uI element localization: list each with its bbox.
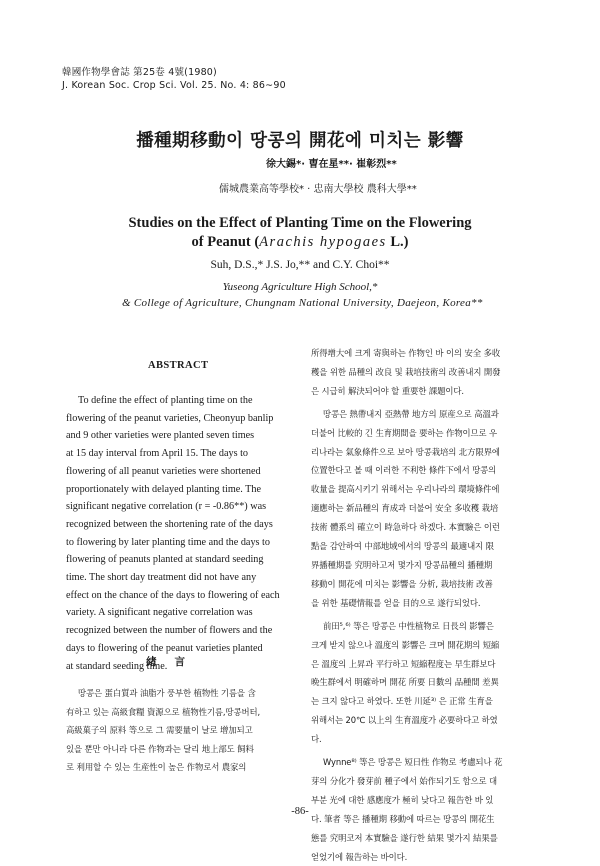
text-line: 부분 光에 대한 感應度가 極히 낮다고 報告한 바 있 bbox=[311, 794, 494, 805]
text-line: 위해서는 20℃ 以上의 生育溫度가 必要하다고 하였 bbox=[311, 715, 498, 726]
text-line: 態를 究明코저 本實驗을 遂行한 結果 몇가지 結果를 bbox=[311, 832, 498, 843]
text-line: 穫을 위한 品種의 改良 및 栽培技術의 改善내지 開發 bbox=[311, 366, 501, 377]
text-line: days to flowering of the peanut varieties planted bbox=[66, 642, 263, 654]
journal-header bbox=[62, 66, 286, 92]
text-line: 適應하는 新品種의 育成과 더불어 安全 多收穫 栽培 bbox=[311, 503, 499, 514]
text-line: at 15 day interval from April 15. The days to bbox=[66, 448, 249, 460]
text-line: time. The short day treatment did not have any bbox=[66, 572, 257, 584]
intro-heading: 緖言 bbox=[146, 656, 203, 668]
text-line: 所得增大에 크게 寄與하는 作物인 바 이의 安全 多收 bbox=[311, 348, 501, 358]
text-line: Wynne⁸⁾ 等은 땅콩은 短日性 作物로 考慮되나 花 bbox=[323, 757, 503, 768]
text-line: recognized between the shortening rate of the days bbox=[66, 518, 273, 530]
text-line: variety. A significant negative correlation was bbox=[66, 607, 253, 619]
species-name: Arachis hypogaes bbox=[259, 234, 387, 250]
text-line: 有하고 있는 高級食糧 資源으로 植物性기름,땅콩버터, bbox=[66, 706, 261, 717]
text-line: significant negative correlation (r = -0.86**) was bbox=[66, 501, 267, 513]
text-line: 땅콩은 熱帶내지 亞熱帶 地方의 原産으로 高溫과 bbox=[323, 408, 499, 419]
text-line: 있을 뿐만 아니라 다른 作物과는 달리 地上部도 飼料 bbox=[66, 743, 254, 754]
title-english-line2 bbox=[0, 233, 600, 252]
text-line: 다. 筆者 等은 播種期 移動에 따르는 땅콩의 開花生 bbox=[311, 813, 495, 824]
title-korean: 播種期移動이 땅콩의 開花에 미치는 影響 bbox=[136, 131, 464, 151]
affiliation-english-2: & College of Agriculture, Chungnam National University, Daejeon, Korea** bbox=[122, 297, 483, 309]
text-line: 技術 體系의 確立이 時急하다 하겠다. 本實驗은 이런 bbox=[311, 522, 500, 533]
text-line: to flowering by later planting time and the days to bbox=[66, 536, 270, 548]
intro-left-column bbox=[66, 684, 298, 777]
text-line: and 9 other varieties were planted seven times bbox=[66, 430, 255, 442]
text-line: recognized between the number of flowers and the bbox=[66, 625, 273, 637]
affiliation-korean: 儒城農業高等學校* · 忠南大學校 農科大學** bbox=[219, 184, 417, 195]
text-line: 땅콩은 蛋白質과 油脂가 풍부한 植物性 기름을 含 bbox=[78, 688, 256, 698]
text-line: 는 크지 않다고 하였다. 또한 川延³⁾ 은 正常 生育을 bbox=[311, 696, 493, 707]
abstract-heading: ABSTRACT bbox=[148, 360, 209, 371]
text-line: 로 利用할 수 있는 生産性이 높은 作物로서 農家의 bbox=[66, 762, 247, 772]
title-english-suffix: L.) bbox=[386, 234, 409, 250]
affiliation-english-1: Yuseong Agriculture High School,* bbox=[222, 281, 378, 293]
text-line: 얻었기에 報告하는 바이다. bbox=[311, 851, 408, 862]
text-line: effect on the chance of the days to flowering of each bbox=[66, 589, 280, 601]
journal-line-en: J. Korean Soc. Crop Sci. Vol. 25. No. 4: 86∼90 bbox=[62, 80, 286, 91]
text-line: flowering of all peanut varieties were shortened bbox=[66, 465, 261, 477]
title-english-line1: Studies on the Effect of Planting Time on the Flowering bbox=[128, 215, 472, 231]
text-line: 收量을 提高시키기 위해서는 우리나라의 環境條件에 bbox=[311, 484, 500, 495]
text-line: 은 溫度의 上昇과 平行하고 短縮程度는 早生群보다 bbox=[311, 658, 496, 669]
text-line: 다. bbox=[311, 734, 322, 745]
text-line: 前田⁵,⁶⁾ 等은 땅콩은 中性植物로 日長의 影響은 bbox=[323, 620, 494, 631]
text-line: proportionately with delayed planting time. The bbox=[66, 483, 262, 495]
journal-line-ko: 韓國作物學會誌 第25卷 4號(1980) bbox=[62, 67, 217, 78]
authors-korean: 徐大錫*· 曺在星**· 崔彰烈** bbox=[266, 159, 397, 170]
authors-english: Suh, D.S.,* J.S. Jo,** and C.Y. Choi** bbox=[210, 259, 390, 271]
text-line: flowering of the peanut varieties, Cheonyup banlip bbox=[66, 412, 274, 424]
text-line: 芽의 分化가 發芽前 種子에서 始作되기도 함으로 대 bbox=[311, 775, 498, 786]
title-english bbox=[0, 214, 600, 252]
text-line: To define the effect of planting time on the bbox=[78, 395, 253, 406]
text-line: 은 시급히 解決되어야 할 重要한 課題이다. bbox=[311, 385, 464, 396]
page-number: -86- bbox=[291, 806, 309, 817]
text-line: 을 위한 基礎情報를 얻을 目的으로 遂行되었다. bbox=[311, 597, 481, 608]
text-line: 더불어 比較的 긴 生育期間을 要하는 作物이므로 우 bbox=[311, 427, 498, 438]
text-line: at standard seeding time. bbox=[66, 660, 168, 672]
intro-right-column bbox=[311, 344, 543, 866]
text-line: flowering of peanuts planted at standard seeding bbox=[66, 554, 264, 566]
title-english-prefix: of Peanut ( bbox=[191, 234, 260, 250]
text-line: 點을 감안하여 中部地域에서의 땅콩의 最適내지 限 bbox=[311, 541, 494, 552]
text-line: 晩生群에서 明確하며 開花 所要 日數의 品種間 差異 bbox=[311, 677, 499, 688]
abstract-body bbox=[66, 392, 298, 675]
text-line: 位置한다고 볼 때 이러한 不利한 條件下에서 땅콩의 bbox=[311, 465, 497, 476]
text-line: 리나라는 氣象條件으로 보아 땅콩栽培의 北方限界에 bbox=[311, 446, 500, 457]
text-line: 界播種期를 究明하고저 몇가지 땅콩品種의 播種期 bbox=[311, 559, 493, 570]
text-line: 高級菓子의 原料 等으로 그 需要量이 날로 增加되고 bbox=[66, 725, 253, 735]
text-line: 移動이 開花에 미치는 影響을 分析, 栽培技術 改善 bbox=[311, 578, 493, 589]
text-line: 크게 받지 않으나 溫度의 影響은 크며 開花期의 短縮 bbox=[311, 639, 500, 650]
